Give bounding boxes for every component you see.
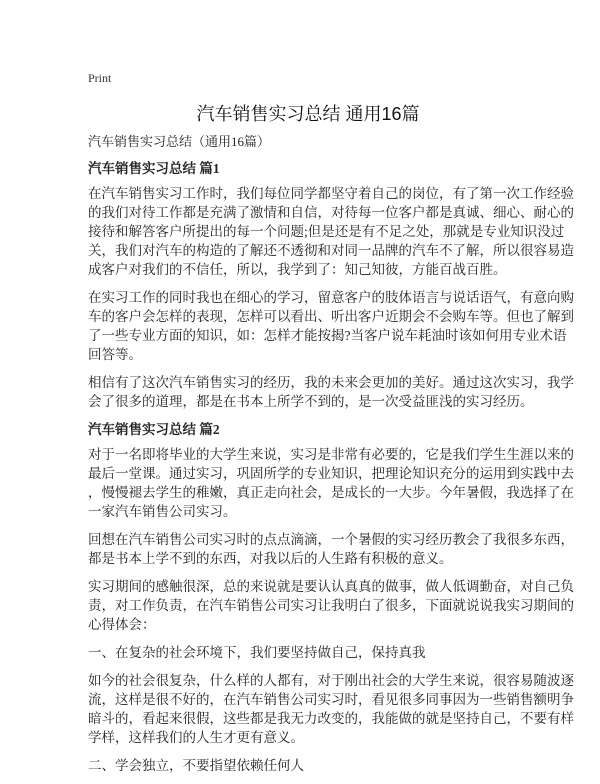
paragraph-line: 如今的社会很复杂，什么样的人都有，对于刚出社会的大学生来说，很容易随波逐 — [88, 673, 574, 688]
paragraph-line: ，慢慢褪去学生的稚嫩，真正走向社会，是成长的一大步。今年暑假，我选择了在 — [88, 485, 574, 500]
paragraph-line: 责，对工作负责，在汽车销售公司实习让我明白了很多，下面就说说我实习期间的 — [88, 598, 574, 613]
section-heading: 汽车销售实习总结 篇1 — [88, 161, 220, 176]
paragraph — [88, 756, 528, 775]
document-title: 汽车销售实习总结 通用16篇 — [196, 104, 420, 124]
document-subtitle: 汽车销售实习总结（通用16篇） — [88, 134, 271, 149]
paragraph-line: 学样，这样我们的人生才更有意义。 — [88, 730, 304, 745]
paragraph — [88, 577, 574, 634]
paragraph — [88, 671, 574, 747]
paragraph-line: 了一些专业方面的知识，如：怎样才能按揭?当客户说车耗油时该如何用专业术语 — [88, 328, 567, 343]
paragraph-line: 实习期间的感触很深，总的来说就是要认认真真的做事，做人低调勤奋，对自己负 — [88, 579, 574, 594]
paragraph-line: 最后一堂课。通过实习，巩固所学的专业知识，把理论知识充分的运用到实践中去 — [88, 466, 574, 481]
paragraph-line: 流，这样是很不好的，在汽车销售公司实习时，看见很多同事因为一些销售额明争 — [88, 692, 574, 707]
print-link[interactable]: Print — [88, 71, 112, 85]
paragraph-line: 心得体会： — [88, 617, 156, 632]
paragraph — [88, 184, 574, 279]
paragraph-line: 的我们对待工作都是充满了激情和自信，对待每一位客户都是真诚、细心、耐心的 — [88, 205, 574, 220]
paragraph-line: 在汽车销售实习工作时，我们每位同学都坚守着自己的岗位，有了第一次工作经验 — [88, 186, 574, 201]
paragraph-line: 一、在复杂的社会环境下，我们要坚持做自己，保持真我 — [88, 645, 426, 660]
paragraph-line: 相信有了这次汽车销售实习的经历，我的未来会更加的美好。通过这次实习，我学 — [88, 375, 574, 390]
paragraph — [88, 643, 528, 662]
paragraph-line: 车的客户会怎样的表现，怎样可以看出、听出客户近期会不会购车等。但也了解到 — [88, 309, 574, 324]
paragraph-line: 回答等。 — [88, 347, 142, 362]
document-page — [88, 70, 574, 784]
paragraph — [88, 288, 574, 364]
paragraph-line: 二、学会独立，不要指望依赖任何人 — [88, 758, 304, 773]
section-heading: 汽车销售实习总结 篇2 — [88, 422, 220, 437]
paragraph-line: 会了很多的道理，都是在书本上所学不到的，是一次受益匪浅的实习经历。 — [88, 394, 534, 409]
paragraph-line: 暗斗的，看起来很假，这些都是我无力改变的，我能做的就是坚持自己，不要有样 — [88, 711, 574, 726]
paragraph-line: 在实习工作的同时我也在细心的学习，留意客户的肢体语言与说话语气，有意向购 — [88, 290, 574, 305]
paragraph-line: 成客户对我们的不信任，所以，我学到了：知己知彼，方能百战百胜。 — [88, 262, 507, 277]
paragraph-line: 一家汽车销售公司实习。 — [88, 504, 237, 519]
paragraph-line: 对于一名即将毕业的大学生来说，实习是非常有必要的，它是我们学生生涯以来的 — [88, 447, 574, 462]
paragraph-line: 关，我们对汽车的构造的了解还不透彻和对同一品牌的汽车不了解，所以很容易造 — [88, 243, 574, 258]
paragraph-line: 接待和解答客户所提出的每一个问题;但是还是有不足之处，那就是专业知识没过 — [88, 224, 565, 239]
sections — [88, 159, 574, 775]
paragraph — [88, 373, 574, 411]
paragraph — [88, 445, 574, 521]
paragraph — [88, 530, 574, 568]
paragraph-line: 都是书本上学不到的东西，对我以后的人生路有积极的意义。 — [88, 551, 453, 566]
paragraph-line: 回想在汽车销售公司实习时的点点滴滴，一个暑假的实习经历教会了我很多东西， — [88, 532, 574, 547]
